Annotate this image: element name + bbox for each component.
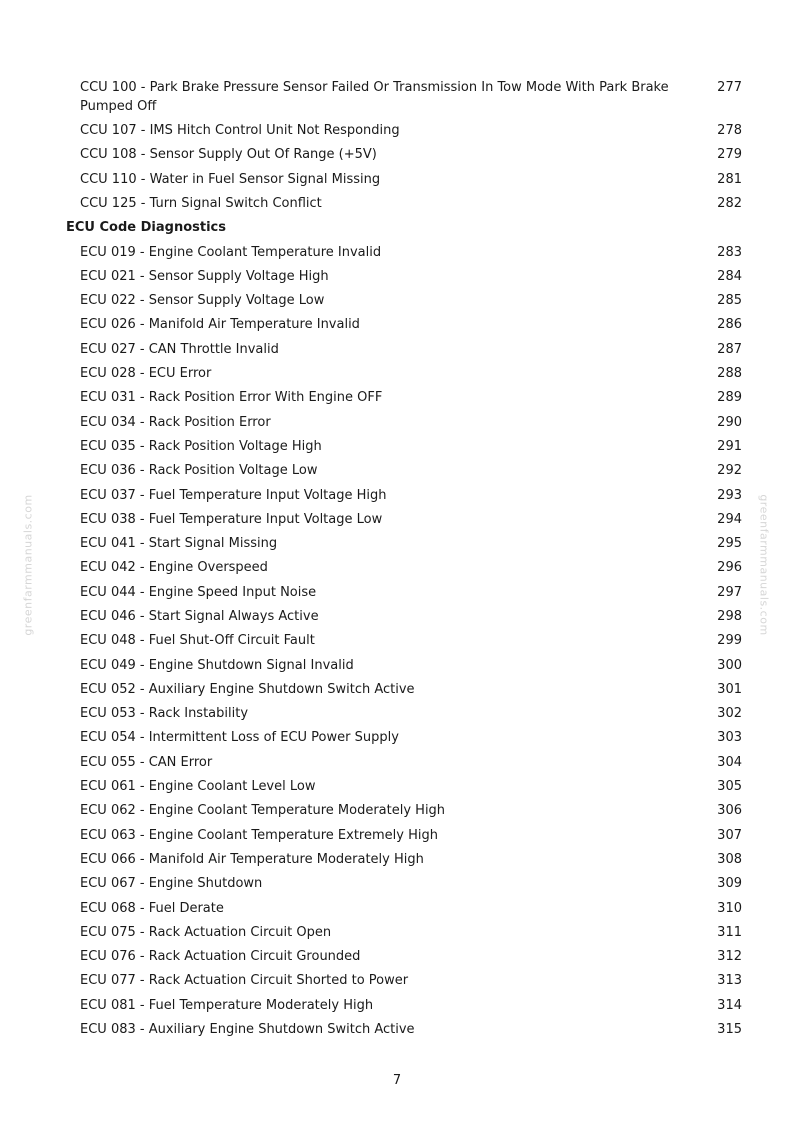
- toc-entry-title: ECU 067 - Engine Shutdown: [80, 876, 263, 891]
- toc-entry-title: ECU 052 - Auxiliary Engine Shutdown Switch Active: [80, 682, 415, 697]
- toc-entry-page-number: 306: [717, 803, 742, 818]
- toc-entry-title: ECU 037 - Fuel Temperature Input Voltage High: [80, 488, 387, 503]
- toc-entry[interactable]: [0, 267, 794, 286]
- toc-entry[interactable]: [0, 947, 794, 966]
- toc-entry-page-number: 285: [717, 293, 742, 308]
- watermark-right: greenfarmmanuals.com: [757, 494, 771, 636]
- toc-entry[interactable]: [0, 1020, 794, 1039]
- toc-entry-page-number: 313: [717, 973, 742, 988]
- toc-entry-page-number: 291: [717, 439, 742, 454]
- toc-entry[interactable]: [0, 704, 794, 723]
- toc-entry-page-number: 287: [717, 342, 742, 357]
- toc-entry[interactable]: [0, 170, 794, 189]
- toc-entry[interactable]: [0, 899, 794, 918]
- toc-entry-page-number: 301: [717, 682, 742, 697]
- toc-entry-page-number: 289: [717, 390, 742, 405]
- toc-entry-page-number: 307: [717, 828, 742, 843]
- toc-entry-title: ECU 022 - Sensor Supply Voltage Low: [80, 293, 325, 308]
- toc-entry-page-number: 278: [717, 123, 742, 138]
- toc-entry-page-number: 286: [717, 317, 742, 332]
- toc-entry[interactable]: [0, 364, 794, 383]
- toc-entry-page-number: 311: [717, 925, 742, 940]
- toc-entry[interactable]: [0, 923, 794, 942]
- toc-entry-page-number: 309: [717, 876, 742, 891]
- toc-entry-title: ECU 041 - Start Signal Missing: [80, 536, 278, 551]
- toc-entry[interactable]: [0, 777, 794, 796]
- toc-entry[interactable]: [0, 413, 794, 432]
- toc-entry[interactable]: [0, 996, 794, 1015]
- toc-entry-title: CCU 108 - Sensor Supply Out Of Range (+5V): [80, 147, 377, 163]
- toc-entry[interactable]: [0, 971, 794, 990]
- toc-entry-title: ECU 021 - Sensor Supply Voltage High: [80, 269, 329, 284]
- toc-entry-page-number: 277: [717, 80, 742, 95]
- toc-entry-title: ECU 075 - Rack Actuation Circuit Open: [80, 925, 332, 940]
- toc-entry-title: CCU 100 - Park Brake Pressure Sensor Failed Or Transmission In Tow Mode With Park Brake Pumped Off: [80, 80, 669, 114]
- toc-entry-page-number: 299: [717, 633, 742, 648]
- toc-entry-title: ECU 063 - Engine Coolant Temperature Extremely High: [80, 828, 438, 843]
- toc-entry-title: CCU 125 - Turn Signal Switch Conflict: [80, 195, 322, 211]
- toc-entry-page-number: 296: [717, 560, 742, 575]
- toc-entry[interactable]: [0, 558, 794, 577]
- toc-entry-page-number: 310: [717, 901, 742, 916]
- toc-entry-title: ECU 044 - Engine Speed Input Noise: [80, 585, 317, 600]
- toc-entry-page-number: 294: [717, 512, 742, 527]
- toc-entry-page-number: 281: [717, 171, 742, 187]
- toc-entry[interactable]: [0, 753, 794, 772]
- toc-entry-page-number: 305: [717, 779, 742, 794]
- toc-entry-title: CCU 107 - IMS Hitch Control Unit Not Responding: [80, 123, 400, 138]
- toc-entry[interactable]: [0, 78, 794, 116]
- toc-entry[interactable]: [0, 607, 794, 626]
- toc-entry[interactable]: [0, 534, 794, 553]
- toc-entry-title: ECU 034 - Rack Position Error: [80, 415, 271, 430]
- toc-entry-page-number: 304: [717, 755, 742, 770]
- toc-entry-title: ECU 027 - CAN Throttle Invalid: [80, 342, 279, 357]
- toc-entry-title: ECU 019 - Engine Coolant Temperature Invalid: [80, 245, 382, 260]
- toc-entry[interactable]: [0, 583, 794, 602]
- toc-entry-title: ECU 062 - Engine Coolant Temperature Moderately High: [80, 803, 446, 818]
- toc-entry[interactable]: [0, 656, 794, 675]
- toc-entry-page-number: 283: [717, 245, 742, 260]
- toc-entry-page-number: 293: [717, 488, 742, 503]
- toc-entry-title: ECU 038 - Fuel Temperature Input Voltage Low: [80, 512, 383, 527]
- toc-entry-title: ECU 026 - Manifold Air Temperature Invalid: [80, 317, 360, 332]
- toc-entry[interactable]: [0, 801, 794, 820]
- toc-entry[interactable]: [0, 145, 794, 164]
- toc-entry-title: ECU 068 - Fuel Derate: [80, 901, 224, 916]
- page-number: 7: [392, 1073, 402, 1088]
- toc-entry[interactable]: [0, 510, 794, 529]
- toc-entry-page-number: 302: [717, 706, 742, 721]
- toc-entry-title: ECU 077 - Rack Actuation Circuit Shorted to Power: [80, 973, 409, 988]
- toc-entry-page-number: 282: [717, 195, 742, 211]
- toc-entry-title: ECU 031 - Rack Position Error With Engine OFF: [80, 390, 383, 405]
- toc-entry[interactable]: [0, 461, 794, 480]
- section-heading: ECU Code Diagnostics: [66, 220, 226, 235]
- toc-entry-page-number: 315: [717, 1022, 742, 1037]
- toc-entry[interactable]: [0, 874, 794, 893]
- toc-entry-title: ECU 083 - Auxiliary Engine Shutdown Switch Active: [80, 1022, 415, 1037]
- toc-entry-title: ECU 035 - Rack Position Voltage High: [80, 439, 322, 454]
- toc-entry[interactable]: [0, 680, 794, 699]
- toc-entry[interactable]: [0, 486, 794, 505]
- toc-entry-page-number: 300: [717, 658, 742, 673]
- toc-entry-title: ECU 042 - Engine Overspeed: [80, 560, 268, 575]
- toc-entry-page-number: 284: [717, 269, 742, 284]
- toc-entry-page-number: 312: [717, 949, 742, 964]
- toc-entry-title: ECU 049 - Engine Shutdown Signal Invalid: [80, 658, 354, 673]
- toc-entry-title: ECU 036 - Rack Position Voltage Low: [80, 463, 318, 478]
- toc-entry-title: ECU 046 - Start Signal Always Active: [80, 609, 319, 624]
- toc-entry[interactable]: [0, 340, 794, 359]
- toc-entry-page-number: 290: [717, 415, 742, 430]
- toc-entry-page-number: 288: [717, 366, 742, 381]
- toc-entry-page-number: 292: [717, 463, 742, 478]
- toc-entry[interactable]: [0, 243, 794, 262]
- toc-entry-title: ECU 076 - Rack Actuation Circuit Grounded: [80, 949, 361, 964]
- toc-entry[interactable]: [0, 194, 794, 213]
- toc-entry-page-number: 297: [717, 585, 742, 600]
- toc-entry[interactable]: [0, 850, 794, 869]
- toc-entry[interactable]: [0, 826, 794, 845]
- toc-entry-title: ECU 055 - CAN Error: [80, 755, 213, 770]
- toc-entry-page-number: 314: [717, 998, 742, 1013]
- toc-entry[interactable]: [0, 315, 794, 334]
- watermark-left: greenfarmmanuals.com: [21, 494, 35, 636]
- toc-entry[interactable]: [0, 437, 794, 456]
- toc-entry-title: ECU 061 - Engine Coolant Level Low: [80, 779, 316, 794]
- toc-entry[interactable]: [0, 388, 794, 407]
- toc-entry-title: ECU 066 - Manifold Air Temperature Moderately High: [80, 852, 424, 867]
- toc-entry-title: ECU 053 - Rack Instability: [80, 706, 249, 721]
- toc-entry-page-number: 295: [717, 536, 742, 551]
- toc-entry-title: ECU 081 - Fuel Temperature Moderately High: [80, 998, 374, 1013]
- toc-entry[interactable]: [0, 728, 794, 747]
- toc-entry[interactable]: [0, 631, 794, 650]
- toc-entry[interactable]: [0, 121, 794, 140]
- toc-entry-title: CCU 110 - Water in Fuel Sensor Signal Missing: [80, 171, 381, 187]
- toc-entry-title: ECU 028 - ECU Error: [80, 366, 212, 381]
- toc-entry-page-number: 308: [717, 852, 742, 867]
- toc-entry-page-number: 303: [717, 730, 742, 745]
- toc-entry-title: ECU 054 - Intermittent Loss of ECU Power Supply: [80, 730, 399, 745]
- toc-entry-title: ECU 048 - Fuel Shut-Off Circuit Fault: [80, 633, 315, 648]
- toc-entry-page-number: 298: [717, 609, 742, 624]
- toc-entry-page-number: 279: [717, 147, 742, 163]
- toc-entry[interactable]: [0, 291, 794, 310]
